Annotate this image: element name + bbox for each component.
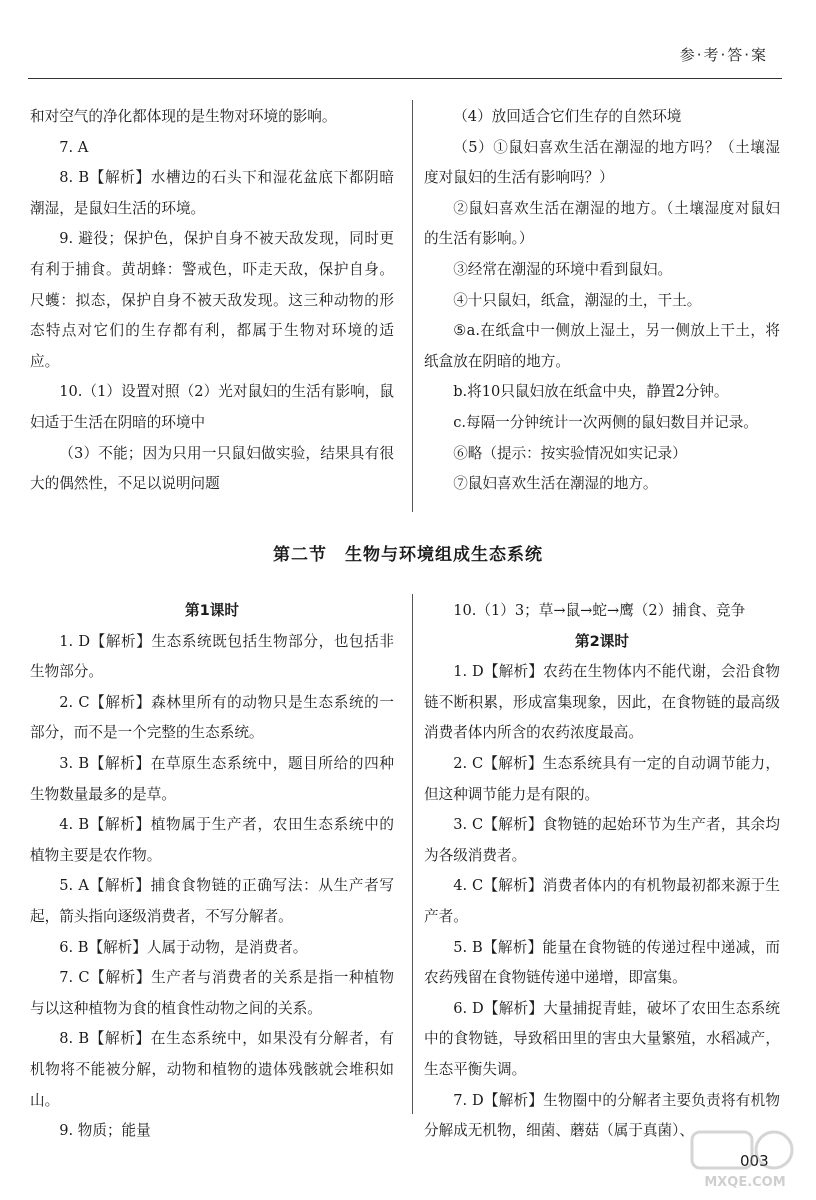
paragraph: （5）①鼠妇喜欢生活在潮湿的地方吗？（土壤湿度对鼠妇的生活有影响吗？） xyxy=(424,138,780,187)
top-right-column xyxy=(424,102,780,500)
paragraph: ④十只鼠妇，纸盒，潮湿的土，干土。 xyxy=(453,291,702,309)
paragraph: 4. C【解析】消费者体内的有机物最初都来源于生产者。 xyxy=(424,877,780,925)
paragraph: 7. A xyxy=(59,138,89,156)
paragraph: 9. 避役；保护色，保护自身不被天敌发现，同时更有利于捕食。黄胡蜂：警戒色，吓走天敌，保护自身。尺蠖：拟态，保护自身不被天敌发现。这三种动物的形态特点对它们的生存都有利，都属于生物对环境的适应。 xyxy=(30,230,394,370)
lesson-heading: 第2课时 xyxy=(575,632,629,650)
paragraph: 9. 物质；能量 xyxy=(59,1122,151,1140)
paragraph: 10.（1）3；草→鼠→蛇→鹰（2）捕食、竞争 xyxy=(453,602,746,619)
paragraph: 2. C【解析】森林里所有的动物只是生态系统的一部分，而不是一个完整的生态系统。 xyxy=(30,693,394,742)
paragraph: （3）不能；因为只用一只鼠妇做实验，结果具有很大的偶然性，不足以说明问题 xyxy=(30,444,394,493)
paragraph: 8. B【解析】水槽边的石头下和湿花盆底下都阴暗潮湿，是鼠妇生活的环境。 xyxy=(30,169,394,217)
paragraph: 1. D【解析】农药在生物体内不能代谢，会沿食物链不断积累，形成富集现象，因此，在食物链的最高级消费者体内所含的农药浓度最高。 xyxy=(424,663,780,742)
paragraph: 8. B【解析】在生态系统中，如果没有分解者，有机物将不能被分解，动物和植物的遗体残骸就会堆积如山。 xyxy=(30,1030,394,1109)
paragraph: 7. D【解析】生物圈中的分解者主要负责将有机物分解成无机物，细菌、蘑菇（属于真菌）、 xyxy=(424,1091,780,1140)
page-number: 003 xyxy=(740,1152,769,1170)
paragraph: 2. C【解析】生态系统具有一定的自动调节能力，但这种调节能力是有限的。 xyxy=(424,754,780,803)
paragraph: ⑤a.在纸盒中一侧放上湿土，另一侧放上干土，将纸盒放在阴暗的地方。 xyxy=(424,322,780,370)
paragraph: 5. A【解析】捕食食物链的正确写法：从生产者写起，箭头指向逐级消费者，不写分解者。 xyxy=(30,877,394,925)
paragraph: b.将10只鼠妇放在纸盒中央，静置2分钟。 xyxy=(453,383,729,401)
bottom-left-column xyxy=(30,596,394,1147)
watermark-text: MXQE.COM xyxy=(704,1175,786,1190)
lesson-heading: 第1课时 xyxy=(185,602,239,619)
paragraph: （4）放回适合它们生存的自然环境 xyxy=(453,108,682,125)
paragraph: 4. B【解析】植物属于生产者，农田生态系统中的植物主要是农作物。 xyxy=(30,816,394,864)
paragraph: ③经常在潮湿的环境中看到鼠妇。 xyxy=(453,260,673,278)
column-divider xyxy=(412,594,413,1114)
paragraph: c.每隔一分钟统计一次两侧的鼠妇数目并记录。 xyxy=(453,413,758,431)
paragraph: 6. D【解析】大量捕捉青蛙，破坏了农田生态系统中的食物链，导致稻田里的害虫大量繁殖，水稻减产，生态平衡失调。 xyxy=(424,999,780,1078)
paragraph: ⑥略（提示：按实验情况如实记录） xyxy=(453,444,687,462)
section-title: 第二节 生物与环境组成生态系统 xyxy=(273,545,543,565)
paragraph: 1. D【解析】生态系统既包括生物部分，也包括非生物部分。 xyxy=(30,632,394,681)
paragraph: ②鼠妇喜欢生活在潮湿的地方。（土壤湿度对鼠妇的生活有影响。） xyxy=(424,199,780,248)
bottom-right-column xyxy=(424,596,780,1147)
paragraph: ⑦鼠妇喜欢生活在潮湿的地方。 xyxy=(453,475,658,493)
paragraph: 10.（1）设置对照（2）光对鼠妇的生活有影响，鼠妇适于生活在阴暗的环境中 xyxy=(30,383,394,431)
paragraph: 7. C【解析】生产者与消费者的关系是指一种植物与以这种植物为食的植食性动物之间的关系。 xyxy=(30,969,394,1017)
header-rule xyxy=(28,78,782,79)
top-left-column xyxy=(30,102,394,500)
paragraph: 5. B【解析】能量在食物链的传递过程中递减，而农药残留在食物链传递中递增，即富集。 xyxy=(424,938,780,987)
paragraph: 3. C【解析】食物链的起始环节为生产者，其余均为各级消费者。 xyxy=(424,816,780,864)
paragraph: 和对空气的净化都体现的是生物对环境的影响。 xyxy=(30,108,337,125)
page-header: 参·考·答·案 xyxy=(679,46,768,64)
column-divider xyxy=(412,100,413,512)
watermark-logo xyxy=(690,1128,800,1190)
paragraph: 6. B【解析】人属于动物，是消费者。 xyxy=(59,938,308,956)
paragraph: 3. B【解析】在草原生态系统中，题目所给的四种生物数量最多的是草。 xyxy=(30,754,394,803)
